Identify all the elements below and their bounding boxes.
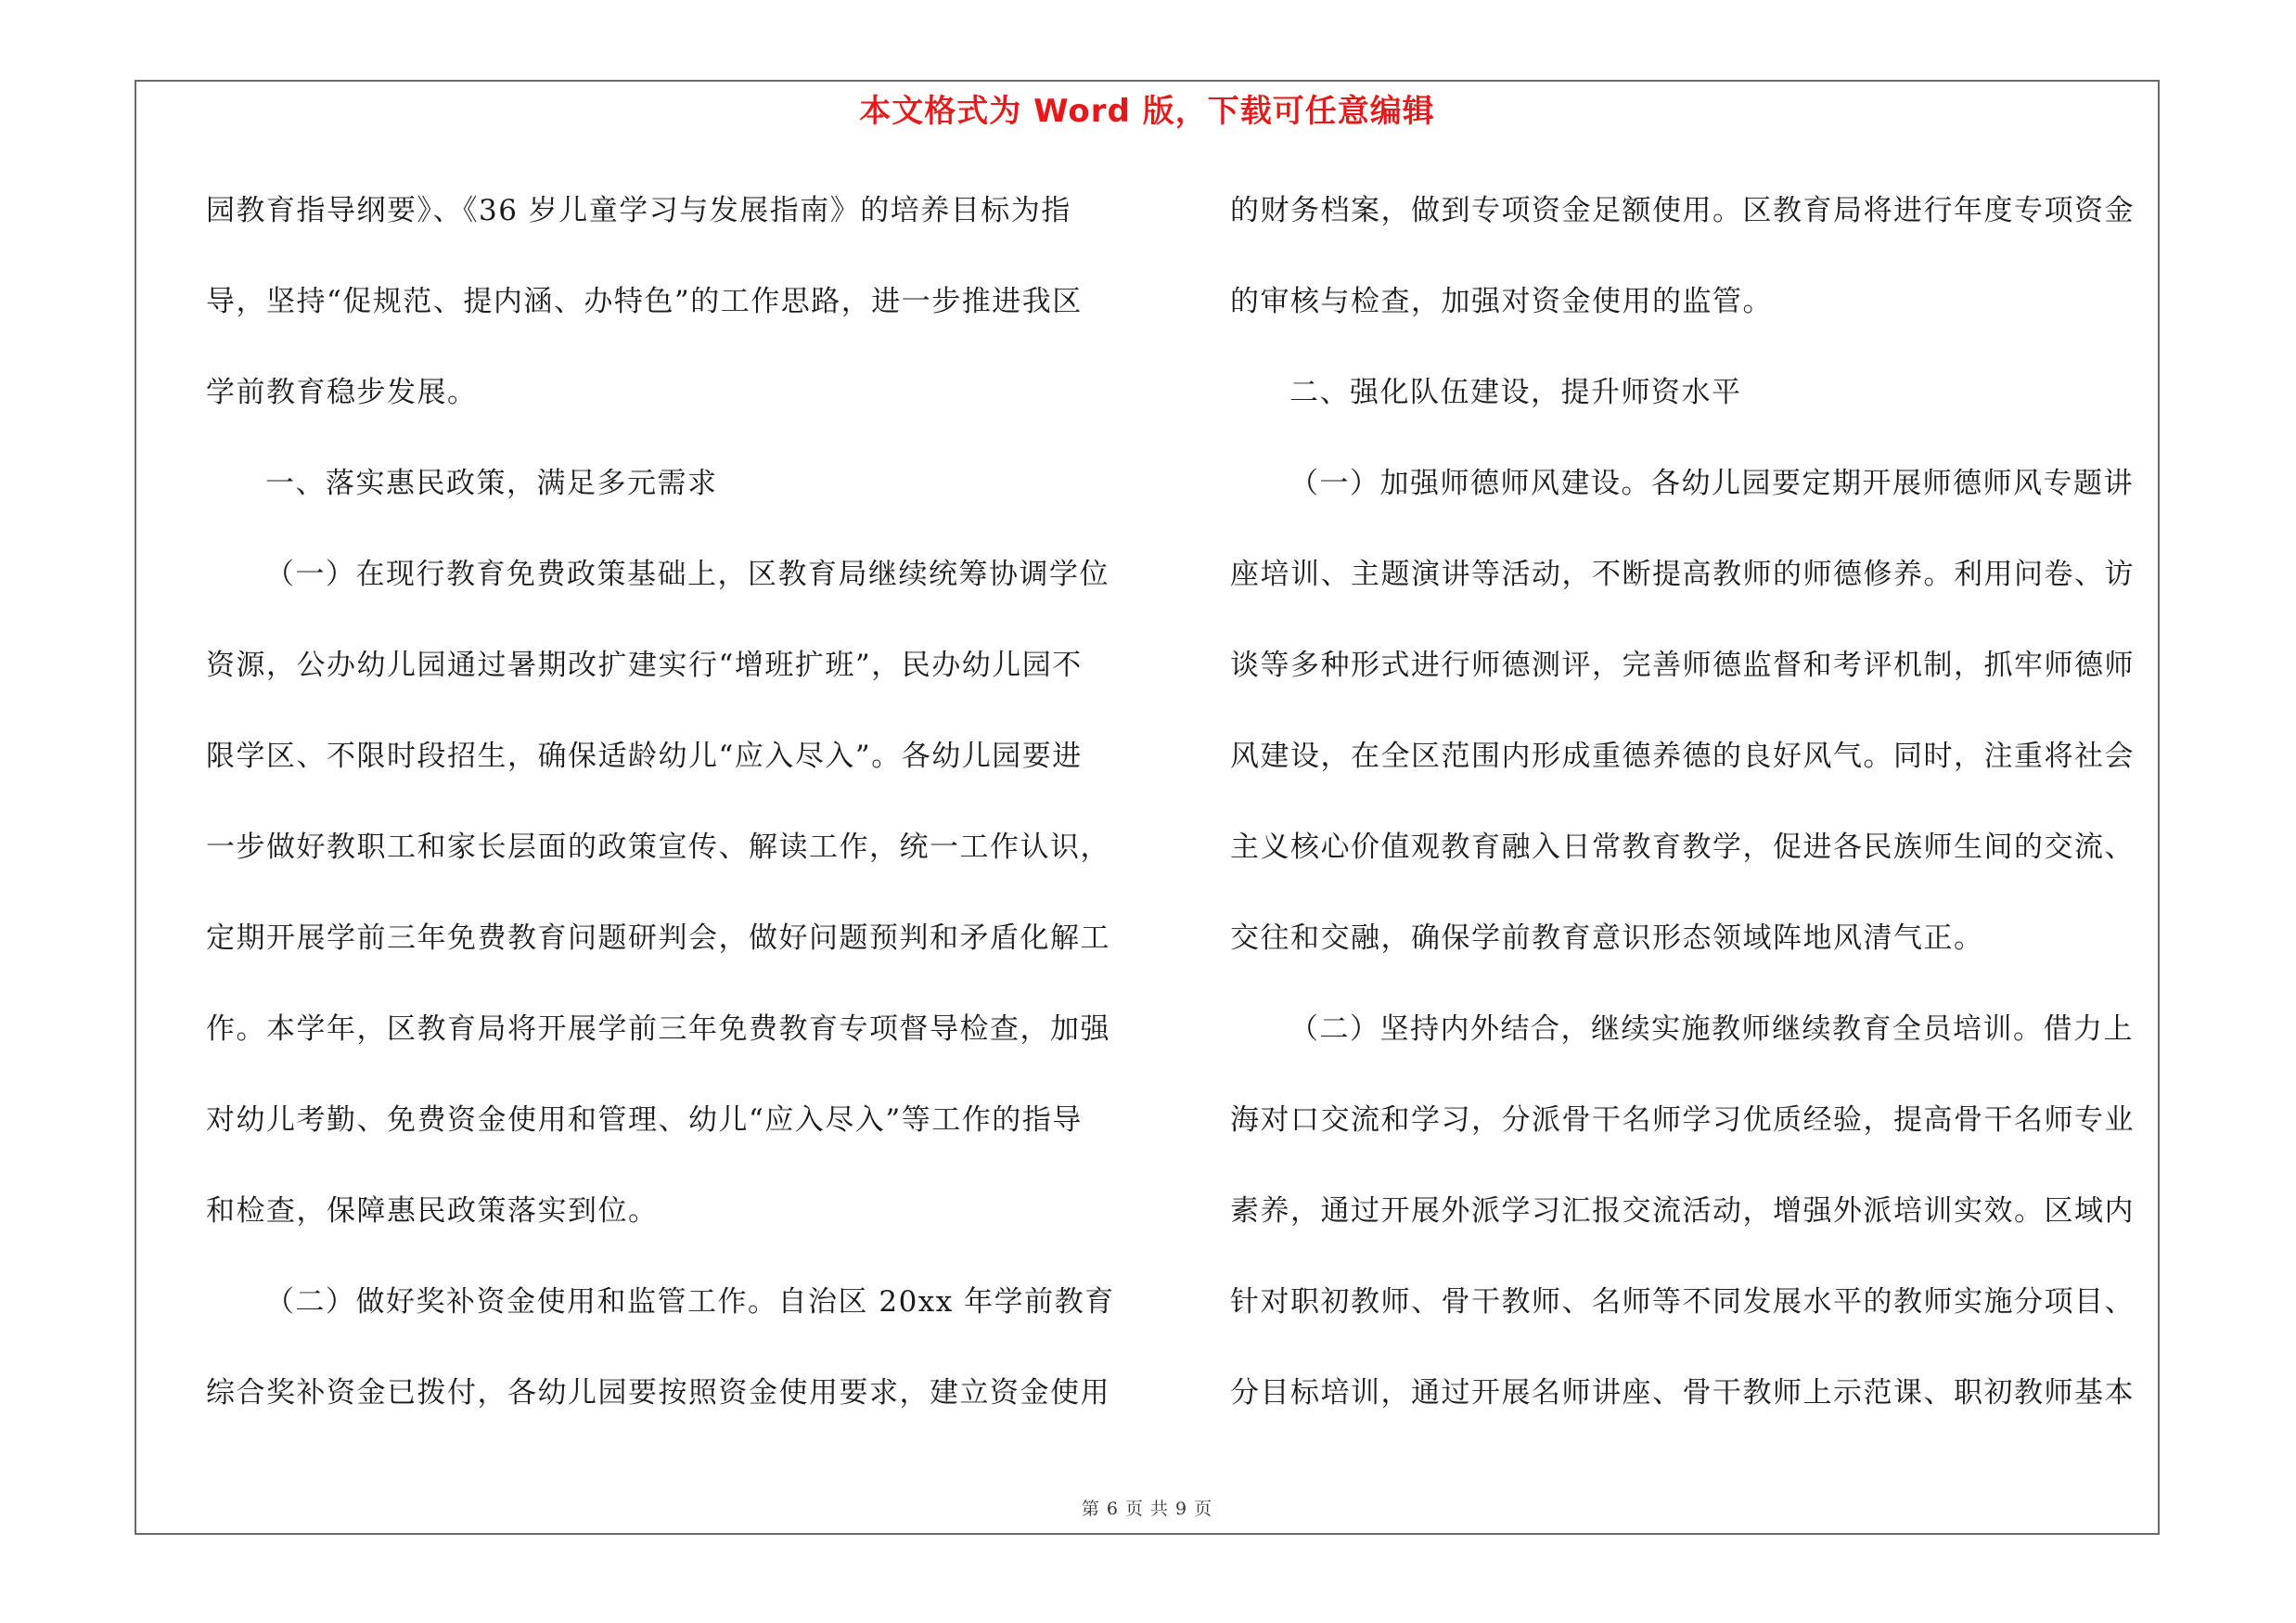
document-header: 本文格式为 Word 版，下载可任意编辑 [859,93,1435,130]
text-line: 限学区、不限时段招生，确保适龄幼儿“应入尽入”。各幼儿园要进 [206,740,1083,773]
section-heading: 二、强化队伍建设，提升师资水平 [1289,376,1742,409]
text-line: 风建设，在全区范围内形成重德养德的良好风气。同时，注重将社会 [1230,740,2135,773]
text-line: 的审核与检查，加强对资金使用的监管。 [1230,285,1773,318]
text-line: 一步做好教职工和家长层面的政策宣传、解读工作，统一工作认识， [206,831,1110,864]
section-heading: 一、落实惠民政策，满足多元需求 [265,467,718,500]
text-line: 针对职初教师、骨干教师、名师等不同发展水平的教师实施分项目、 [1230,1285,2135,1319]
text-line: 学前教育稳步发展。 [206,376,478,409]
text-line: 的财务档案，做到专项资金足额使用。区教育局将进行年度专项资金 [1230,194,2135,227]
text-line: 对幼儿考勤、免费资金使用和管理、幼儿“应入尽入”等工作的指导 [206,1103,1083,1137]
right-column [1230,182,2162,1455]
text-line: 座培训、主题演讲等活动，不断提高教师的师德修养。利用问卷、访 [1230,558,2135,591]
paragraph-start: （二）做好奖补资金使用和监管工作。自治区 20xx 年学前教育 [265,1285,1115,1319]
left-column [206,182,1134,1455]
page-number: 第 6 页 共 9 页 [1081,1499,1213,1519]
text-line: 和检查，保障惠民政策落实到位。 [206,1194,659,1228]
text-line: 交往和交融，确保学前教育意识形态领域阵地风清气正。 [1230,921,1984,955]
text-line: 主义核心价值观教育融入日常教育教学，促进各民族师生间的交流、 [1230,831,2135,864]
text-line: 综合奖补资金已拨付，各幼儿园要按照资金使用要求，建立资金使用 [206,1376,1110,1410]
text-line: 资源，公办幼儿园通过暑期改扩建实行“增班扩班”，民办幼儿园不 [206,649,1083,682]
text-line: 园教育指导纲要》、《36 岁儿童学习与发展指南》的培养目标为指 [206,194,1071,227]
text-line: 分目标培训，通过开展名师讲座、骨干教师上示范课、职初教师基本 [1230,1376,2135,1410]
text-line: 导，坚持“促规范、提内涵、办特色”的工作思路，进一步推进我区 [206,285,1083,318]
paragraph-start: （一）加强师德师风建设。各幼儿园要定期开展师德师风专题讲 [1289,467,2134,500]
text-line: 海对口交流和学习，分派骨干名师学习优质经验，提高骨干名师专业 [1230,1103,2135,1137]
paragraph-start: （二）坚持内外结合，继续实施教师继续教育全员培训。借力上 [1289,1012,2134,1046]
text-line: 谈等多种形式进行师德测评，完善师德监督和考评机制，抓牢师德师 [1230,649,2135,682]
paragraph-start: （一）在现行教育免费政策基础上，区教育局继续统筹协调学位 [265,558,1110,591]
text-line: 作。本学年，区教育局将开展学前三年免费教育专项督导检查，加强 [206,1012,1110,1046]
text-line: 定期开展学前三年免费教育问题研判会，做好问题预判和矛盾化解工 [206,921,1110,955]
text-line: 素养，通过开展外派学习汇报交流活动，增强外派培训实效。区域内 [1230,1194,2135,1228]
